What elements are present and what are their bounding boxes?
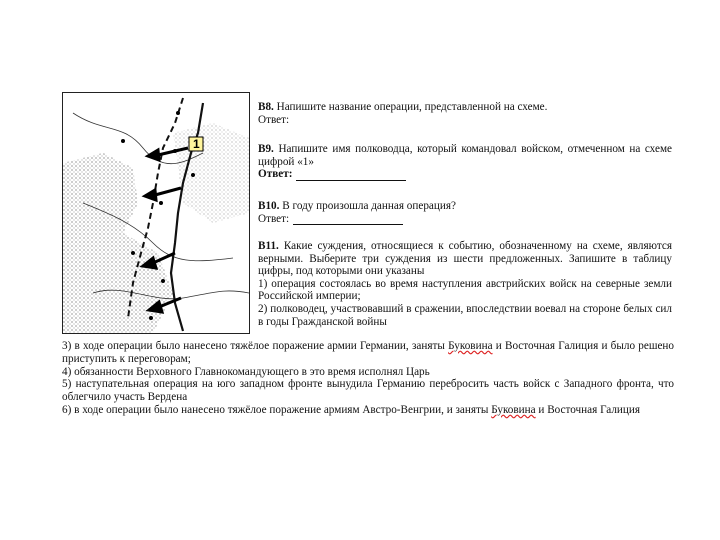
question-text: В году произошла данная операция? (282, 200, 456, 212)
question-b8 (258, 101, 672, 126)
question-text: Напишите имя полководца, который командовал войском, отмеченном на схеме цифрой «1» (258, 143, 673, 168)
army-marker-number: 1 (193, 137, 200, 151)
question-b9 (258, 143, 672, 181)
territory-east (173, 123, 249, 223)
question-b10 (258, 200, 672, 225)
question-text: Какие суждения, относящиеся к событию, обозначенному на схеме, являются верными. Выберите три суждения из шести предложенных. Запишите в таблицу цифры, под которыми они указаны (258, 240, 673, 278)
answer-label: Ответ: (258, 113, 290, 126)
answer-line[interactable] (296, 170, 406, 181)
map-drawing (63, 93, 249, 333)
answer-label: Ответ: (258, 212, 290, 225)
question-number: В9. (258, 143, 274, 155)
question-b11 (258, 240, 672, 328)
option-3: 3) в ходе операции было нанесено тяжёлое поражение армии Германии, заняты Буковина и Восточная Галиция и было решено приступить к переговорам; (62, 340, 675, 365)
answer-label: Ответ: (258, 168, 293, 181)
option-5: 5) наступательная операция на юго западном фронте вынудила Германию перебросить часть войск с Западного фронта, что облегчило участь Вердена (62, 378, 674, 404)
answer-line[interactable] (293, 214, 403, 225)
option-2: 2) полководец, участвовавший в сражении, впоследствии воевал на стороне белых сил в годы Гражданской войны (258, 302, 672, 328)
option-1: 1) операция состоялась во время наступления австрийских войск на северные земли Российской империи; (258, 277, 672, 303)
option-6: 6) в ходе операции было нанесено тяжёлое поражение армиям Австро-Венгрии, и заняты Буковина и Восточная Галиция (62, 403, 641, 416)
question-number: В11. (258, 240, 279, 252)
territory-west (63, 153, 138, 243)
battle-map (62, 92, 250, 334)
option-4: 4) обязанности Верховного Главнокомандующего в это время исполнял Царь (62, 365, 430, 378)
question-text: Напишите название операции, представленной на схеме. (276, 101, 548, 113)
question-number: В10. (258, 200, 280, 212)
options-list (62, 340, 674, 417)
question-number: В8. (258, 101, 274, 113)
territory-south (63, 233, 173, 333)
